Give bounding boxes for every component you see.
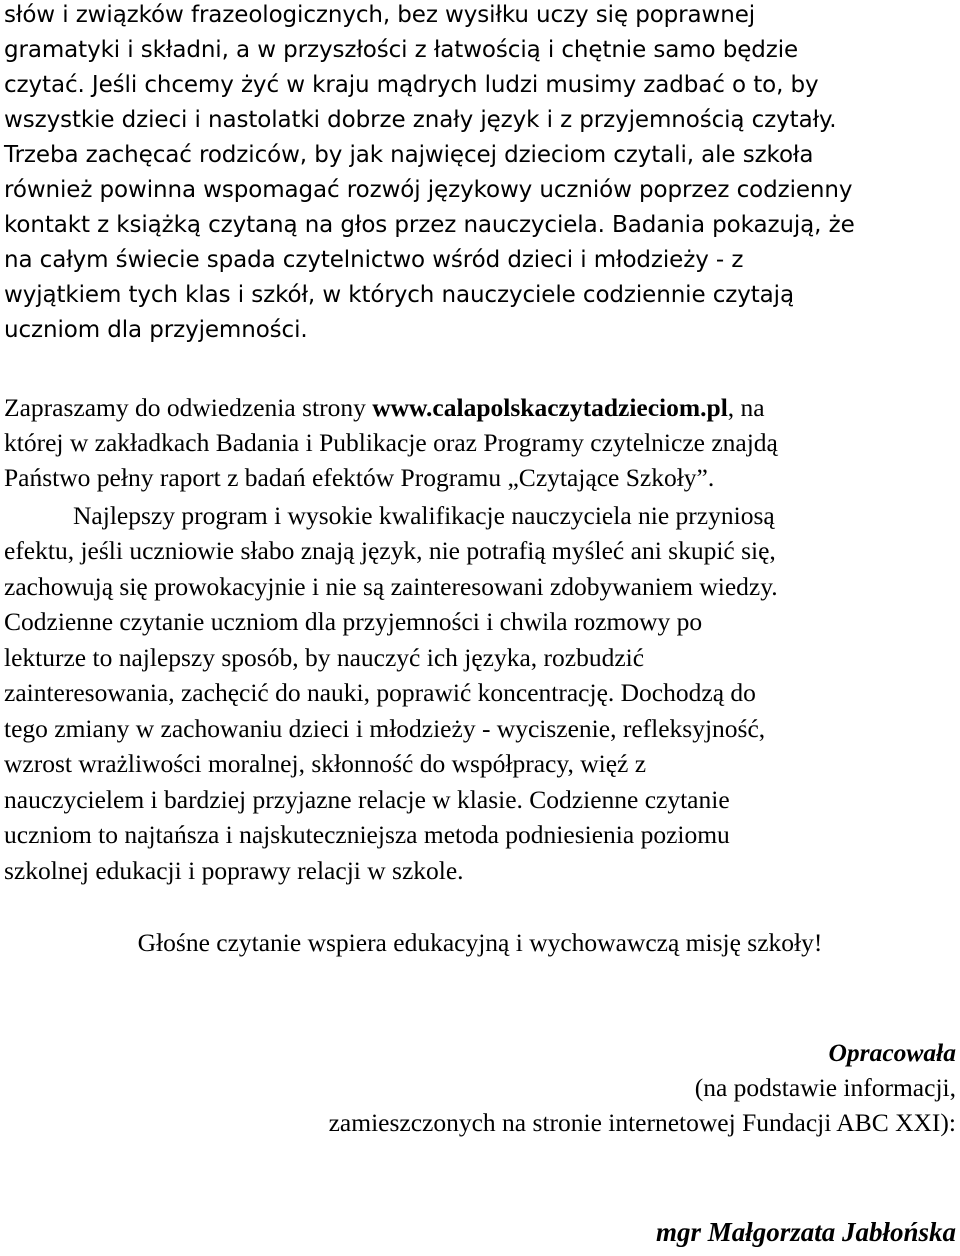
source-note: zamieszczonych na stronie internetowej Fundacji ABC XXI):	[328, 1108, 956, 1137]
paragraph-line: wszystkie dzieci i nastolatki dobrze znały język i z przyjemnością czytały.	[4, 107, 837, 133]
paragraph-line: Codzienne czytanie uczniom dla przyjemności i chwila rozmowy po	[4, 607, 703, 636]
paragraph-line: szkolnej edukacji i poprawy relacji w szkole.	[4, 856, 464, 885]
paragraph-line: również powinna wspomagać rozwój językowy uczniów poprzez codzienny	[4, 177, 853, 203]
invite-suffix: , na	[727, 393, 765, 422]
author-signature: mgr Małgorzata Jabłońska	[655, 1217, 956, 1247]
paragraph-line: gramatyki i składni, a w przyszłości z łatwością i chętnie samo będzie	[4, 37, 799, 63]
paragraph-line: na całym świecie spada czytelnictwo wśród dzieci i młodzieży - z	[4, 247, 744, 273]
prepared-by-label: Opracowała	[828, 1038, 956, 1067]
paragraph-line: Najlepszy program i wysokie kwalifikacje nauczyciela nie przyniosą	[73, 501, 775, 530]
invite-line	[4, 393, 765, 423]
paragraph-line: kontakt z książką czytaną na głos przez nauczyciela. Badania pokazują, że	[4, 212, 855, 238]
invite-line: Państwo pełny raport z badań efektów Programu „Czytające Szkoły”.	[4, 463, 715, 492]
paragraph-line: wyjątkiem tych klas i szkół, w których nauczyciele codziennie czytają	[4, 282, 794, 308]
closing-statement: Głośne czytanie wspiera edukacyjną i wychowawczą misję szkoły!	[137, 928, 823, 957]
paragraph-line: zachowują się prowokacyjnie i nie są zainteresowani zdobywaniem wiedzy.	[4, 572, 778, 601]
invite-line: której w zakładkach Badania i Publikacje oraz Programy czytelnicze znajdą	[4, 428, 778, 457]
paragraph-line: Trzeba zachęcać rodziców, by jak najwięcej dzieciom czytali, ale szkoła	[4, 142, 814, 168]
paragraph-line: czytać. Jeśli chcemy żyć w kraju mądrych ludzi musimy zadbać o to, by	[4, 72, 819, 98]
paragraph-line: uczniom dla przyjemności.	[4, 317, 308, 343]
paragraph-line: słów i związków frazeologicznych, bez wysiłku uczy się poprawnej	[4, 2, 756, 28]
website-link[interactable]: www.calapolskaczytadzieciom.pl	[372, 393, 728, 422]
paragraph-line: uczniom to najtańsza i najskuteczniejsza metoda podniesienia poziomu	[4, 820, 730, 849]
invite-prefix: Zapraszamy do odwiedzenia strony	[4, 393, 373, 422]
paragraph-line: tego zmiany w zachowaniu dzieci i młodzieży - wyciszenie, refleksyjność,	[4, 714, 766, 743]
paragraph-line: efektu, jeśli uczniowie słabo znają język, nie potrafią myśleć ani skupić się,	[4, 536, 776, 565]
source-note: (na podstawie informacji,	[694, 1073, 956, 1102]
paragraph-line: nauczycielem i bardziej przyjazne relacje w klasie. Codzienne czytanie	[4, 785, 730, 814]
paragraph-line: lekturze to najlepszy sposób, by nauczyć ich języka, rozbudzić	[4, 643, 645, 672]
paragraph-line: zainteresowania, zachęcić do nauki, poprawić koncentrację. Dochodzą do	[4, 678, 756, 707]
paragraph-line: wzrost wrażliwości moralnej, skłonność do współpracy, więź z	[4, 749, 647, 778]
